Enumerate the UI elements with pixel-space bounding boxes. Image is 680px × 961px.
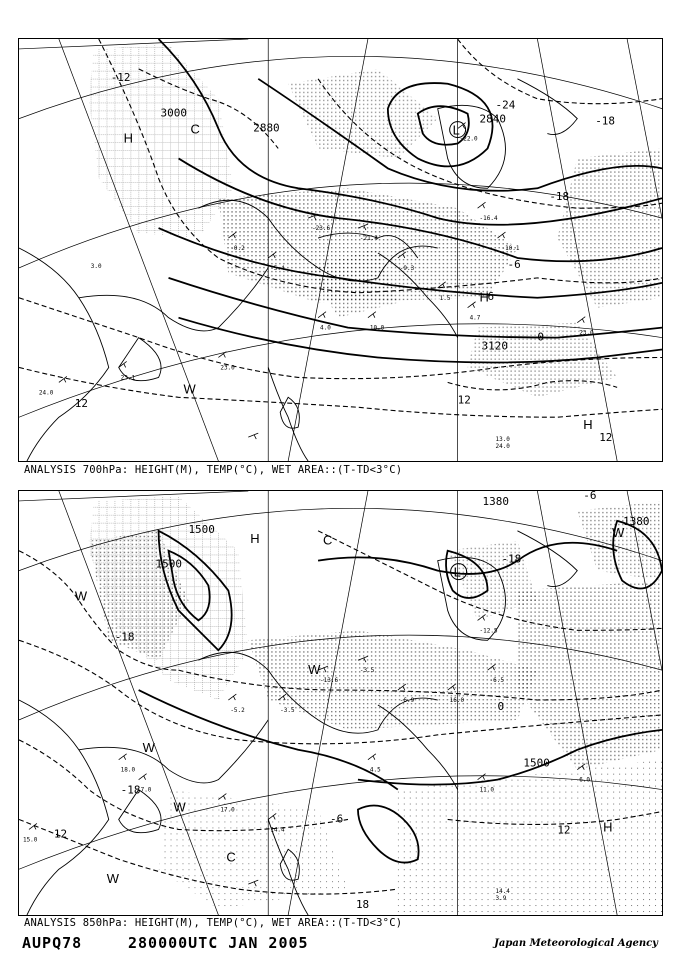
temp-label: -18 xyxy=(595,114,615,128)
height-label: 1500 xyxy=(155,557,182,571)
svg-text:6.0: 6.0 xyxy=(579,776,591,784)
height-label: 2880 xyxy=(253,121,280,135)
warm-center-symbol: W xyxy=(74,588,88,604)
map-700hpa-chart xyxy=(19,39,662,461)
svg-text:-13.6: -13.6 xyxy=(320,677,339,685)
svg-text:24.0: 24.0 xyxy=(495,443,510,451)
caption-700hpa: ANALYSIS 700hPa: HEIGHT(M), TEMP(°C), WET AREA::(T-TD<3°C) xyxy=(24,464,403,476)
svg-text:-6.5: -6.5 xyxy=(489,677,504,685)
cold-center-symbol: C xyxy=(323,532,333,548)
svg-text:4.7: 4.7 xyxy=(469,314,481,322)
svg-text:-9.3: -9.3 xyxy=(399,264,415,272)
temp-label: -18 xyxy=(549,190,570,204)
cold-center-symbol: C xyxy=(226,849,236,865)
warm-center-symbol: W xyxy=(106,871,119,887)
svg-text:-6.9: -6.9 xyxy=(399,697,415,705)
temp-label: 12 xyxy=(74,397,89,411)
high-pressure-symbol: H xyxy=(583,417,593,433)
svg-text:-23.6: -23.6 xyxy=(312,225,331,233)
temp-label: 12 xyxy=(53,827,68,841)
height-label: 3000 xyxy=(160,106,187,120)
svg-text:-5.4: -5.4 xyxy=(270,264,285,272)
temp-label: -6 xyxy=(507,257,521,271)
high-pressure-symbol: H xyxy=(603,819,613,835)
low-pressure-symbol: L xyxy=(453,564,461,580)
svg-text:24.0: 24.0 xyxy=(38,389,54,397)
svg-text:-21.4: -21.4 xyxy=(359,235,378,243)
svg-text:-16.4: -16.4 xyxy=(479,215,498,223)
wet-area-700 xyxy=(89,44,662,397)
height-label: 1380 xyxy=(623,514,650,528)
high-pressure-symbol: H xyxy=(250,530,260,546)
svg-text:-12.5: -12.5 xyxy=(479,627,498,635)
svg-text:1.5: 1.5 xyxy=(439,294,451,302)
svg-text:16.0: 16.0 xyxy=(449,697,465,705)
temp-label: 12 xyxy=(599,431,613,445)
caption-850hpa: ANALYSIS 850hPa: HEIGHT(M), TEMP(°C), WET AREA::(T-TD<3°C) xyxy=(24,917,403,929)
svg-text:-3.5: -3.5 xyxy=(359,667,375,675)
map-850hpa xyxy=(18,490,663,916)
temp-label: 0 xyxy=(497,699,505,713)
warm-center-symbol: W xyxy=(183,381,196,397)
high-pressure-symbol: H xyxy=(123,130,134,146)
height-label: 1500 xyxy=(188,522,215,536)
svg-text:-10.1: -10.1 xyxy=(501,245,520,252)
svg-text:23.1: 23.1 xyxy=(120,374,136,382)
svg-text:3.0: 3.0 xyxy=(90,262,102,270)
height-label: 3120 xyxy=(481,339,508,353)
svg-text:-0.2: -0.2 xyxy=(230,245,245,252)
temp-label: 12 xyxy=(457,393,471,407)
svg-text:7.0: 7.0 xyxy=(140,786,152,794)
svg-text:10.0: 10.0 xyxy=(369,324,385,332)
svg-text:11.0: 11.0 xyxy=(479,786,494,794)
svg-text:-3.5: -3.5 xyxy=(280,706,295,714)
map-700hpa xyxy=(18,38,663,462)
temp-label: 0 xyxy=(537,330,544,344)
height-label: 2840 xyxy=(479,112,506,126)
low-pressure-symbol: L xyxy=(452,122,460,138)
svg-text:-5.2: -5.2 xyxy=(230,706,245,714)
svg-text:23.0: 23.0 xyxy=(579,329,594,337)
svg-text:3.9: 3.9 xyxy=(495,895,507,903)
agency-name: Japan Meteorological Agency xyxy=(494,938,658,949)
svg-text:13.0: 13.0 xyxy=(495,436,510,444)
warm-center-symbol: W xyxy=(173,799,186,815)
svg-text:14.4: 14.4 xyxy=(270,826,285,834)
svg-text:23.0: 23.0 xyxy=(220,364,235,372)
warm-center-symbol: W xyxy=(308,662,321,678)
temp-label: 6 xyxy=(487,289,495,303)
map-850hpa-chart xyxy=(19,491,662,915)
temp-label: -6 xyxy=(330,812,344,826)
svg-text:14.4: 14.4 xyxy=(495,888,510,896)
height-label: 1500 xyxy=(523,756,550,770)
temp-label: -12 xyxy=(110,70,131,84)
svg-text:4.5: 4.5 xyxy=(369,766,381,774)
warm-center-symbol: W xyxy=(612,524,625,540)
warm-center-symbol: W xyxy=(142,739,155,755)
svg-text:18.0: 18.0 xyxy=(120,766,136,774)
temp-label: 18 xyxy=(355,898,370,912)
temp-label: -24 xyxy=(495,98,516,112)
valid-time: 280000UTC JAN 2005 xyxy=(128,934,309,952)
svg-text:-22.0: -22.0 xyxy=(459,135,478,143)
temp-label: 12 xyxy=(557,823,571,837)
svg-text:15.0: 15.0 xyxy=(22,836,38,844)
svg-text:17.0: 17.0 xyxy=(220,806,235,814)
cold-center-symbol: C xyxy=(190,121,200,137)
temp-label: -18 xyxy=(501,552,522,566)
product-code: AUPQ78 xyxy=(22,934,83,952)
temp-label: -18 xyxy=(114,630,135,644)
temp-label: -18 xyxy=(120,783,141,797)
high-pressure-symbol: H xyxy=(479,289,489,305)
temp-label: -6 xyxy=(583,491,597,502)
svg-text:4.0: 4.0 xyxy=(320,324,331,332)
height-label: 1380 xyxy=(482,494,509,508)
